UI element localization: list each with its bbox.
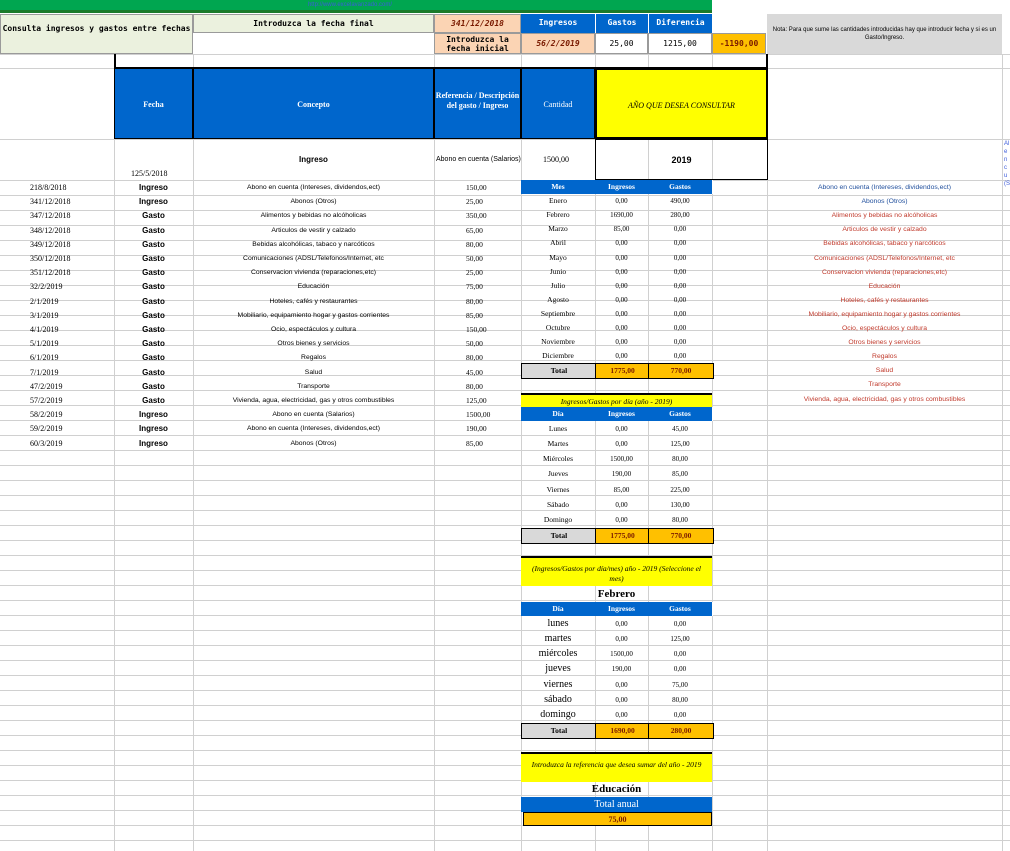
days-cell: Domingo [543, 514, 573, 524]
table-row [0, 422, 521, 436]
months-cell: 0,00 [673, 295, 687, 304]
months-cell: 1690,00 [610, 211, 633, 220]
days-header-cell: Gastos [648, 407, 713, 421]
table-row [0, 323, 521, 337]
months-header-cell: Mes [521, 180, 596, 194]
daymonth-cell: 0,00 [673, 665, 687, 674]
months-header-cell: Gastos [648, 180, 713, 194]
grid-row-line [0, 690, 1010, 691]
row-fecha: 2/1/2019 [30, 296, 59, 306]
row-tipo: Gasto [142, 225, 165, 235]
col-referencia-text: Referencia / Descripción del gasto / Ingreso [435, 91, 520, 110]
days-cell: 85,00 [672, 470, 688, 479]
table-row [0, 437, 521, 451]
daymonth-cell: miércoles [538, 648, 578, 660]
first-referencia: Abono en cuenta (Salarios) [436, 156, 521, 163]
val-gastos: 25,00 [595, 33, 648, 54]
row-fecha: 58/2/2019 [30, 410, 63, 420]
refsum-label: Total anual [521, 797, 712, 812]
row-concepto: Articulos de vestir y calzado [271, 226, 356, 234]
grid-col-line [114, 54, 115, 851]
table-row [0, 366, 521, 380]
row-cantidad: 80,00 [466, 296, 483, 306]
initial-date-label-text: Introduzca la fecha inicial [446, 35, 509, 53]
row-fecha: 350/12/2018 [30, 254, 71, 263]
months-cell: 490,00 [670, 197, 690, 206]
months-cell: Diciembre [542, 351, 574, 361]
row-tipo: Ingreso [139, 197, 168, 207]
row-concepto: Conservacion vivienda (reparaciones,etc) [250, 269, 377, 277]
grid-col-line [193, 54, 194, 851]
daymonth-header-cell: Ingresos [595, 602, 649, 616]
daymonth-cell: 125,00 [670, 635, 690, 644]
months-cell: Agosto [547, 294, 569, 304]
row-concepto: Hoteles, cafés y restaurantes [269, 297, 358, 305]
val-diferencia: 1215,00 [648, 33, 712, 54]
row-fecha: 7/1/2019 [30, 367, 59, 377]
months-header-cell: Ingresos [595, 180, 649, 194]
months-cell: Octubre [545, 323, 571, 332]
daymonth-cell: domingo [540, 708, 576, 720]
days-cell: 0,00 [615, 500, 628, 509]
months-total-cell: 770,00 [648, 363, 714, 379]
initial-date-label [434, 33, 521, 54]
months-cell: 0,00 [615, 338, 628, 347]
months-cell: 0,00 [673, 324, 687, 332]
row-cantidad: 190,00 [466, 424, 487, 434]
months-cell: Abril [550, 238, 566, 248]
row-cantidad: 25,00 [466, 268, 483, 278]
row-cantidad: 350,00 [466, 211, 487, 221]
row-tipo: Gasto [142, 268, 165, 278]
row-fecha: 47/2/2019 [30, 381, 63, 391]
row-concepto: Abono en cuenta (Intereses, dividendos,ect) [246, 425, 380, 433]
table-row [0, 380, 521, 394]
reference-item: Otros bienes y servicios [848, 339, 921, 347]
row-cantidad: 45,00 [466, 367, 483, 377]
row-fecha: 32/2/2019 [30, 282, 63, 292]
grid-row-line [0, 645, 1010, 646]
row-concepto: Mobiliario, equipamiento hogar y gastos corrientes [237, 311, 390, 319]
months-cell: 0,00 [673, 309, 687, 318]
daymonth-cell: 0,00 [615, 710, 628, 719]
grid-col-line [434, 54, 435, 851]
days-cell: Miércoles [543, 454, 573, 464]
row-cantidad: 85,00 [466, 310, 483, 320]
days-header-cell: Día [521, 407, 596, 421]
hdr-diferencia: Diferencia [648, 14, 712, 33]
row-tipo: Gasto [142, 367, 165, 377]
table-row [0, 195, 521, 209]
row-concepto: Educación [297, 283, 330, 291]
table-row [0, 209, 521, 223]
daymonth-month-select[interactable]: Febrero [597, 588, 636, 600]
daymonth-cell: 190,00 [611, 665, 632, 674]
final-date-input[interactable]: 341/12/2018 [434, 14, 521, 33]
grid-row-line [0, 750, 1010, 751]
grid-row-line [0, 630, 1010, 631]
row-cantidad: 80,00 [466, 353, 483, 363]
row-concepto: Ocio, espectáculos y cultura [270, 326, 356, 333]
months-cell: 0,00 [673, 267, 687, 276]
days-cell: 80,00 [672, 515, 688, 524]
grid-row-line [0, 570, 1010, 571]
refsum-title [521, 752, 712, 782]
row-fecha: 348/12/2018 [30, 225, 71, 235]
row-concepto: Abono en cuenta (Intereses, dividendos,ect) [246, 184, 380, 191]
daymonth-cell: 0,00 [673, 650, 687, 659]
row-cantidad: 150,00 [466, 183, 487, 192]
daymonth-cell: 75,00 [672, 680, 688, 689]
row-fecha: 59/2/2019 [30, 424, 63, 434]
row-cantidad: 1500,00 [466, 410, 491, 420]
row-tipo: Gasto [142, 254, 165, 263]
row-concepto: Bebidas alcohólicas, tabaco y narcóticos [252, 240, 375, 248]
months-cell: Julio [550, 280, 566, 290]
hdr-ingresos: Ingresos [521, 14, 595, 33]
days-total-cell: Total [521, 528, 597, 544]
row-cantidad: 65,00 [466, 225, 483, 235]
table-row [0, 280, 521, 294]
row-cantidad: 75,00 [466, 282, 483, 292]
row-cantidad: 85,00 [466, 438, 483, 448]
row-tipo: Gasto [142, 339, 165, 349]
table-row [0, 295, 521, 309]
months-cell: 280,00 [670, 211, 690, 220]
months-cell: Junio [549, 266, 567, 276]
months-cell: Marzo [548, 224, 568, 234]
daymonth-cell: 80,00 [672, 695, 688, 704]
grid-row-line [0, 495, 1010, 496]
row-fecha: 3/1/2019 [30, 310, 59, 320]
daymonth-cell: martes [544, 633, 572, 645]
daymonth-cell: 0,00 [615, 620, 628, 629]
grid-row-line [0, 525, 1010, 526]
row-cantidad: 150,00 [466, 325, 487, 334]
months-cell: Mayo [549, 252, 567, 262]
days-cell: 45,00 [672, 425, 688, 434]
days-cell: 85,00 [613, 485, 630, 494]
daymonth-header-cell: Día [521, 602, 596, 616]
reference-item: Regalos [872, 353, 897, 361]
row-fecha: 351/12/2018 [30, 268, 71, 278]
months-cell: 0,00 [673, 352, 687, 361]
row-cantidad: 50,00 [466, 339, 483, 349]
reference-item: Articulos de vestir y calzado [842, 226, 927, 234]
months-cell: 0,00 [615, 267, 628, 276]
row-tipo: Gasto [142, 296, 165, 306]
row-concepto: Abono en cuenta (Salarios) [272, 411, 355, 419]
val-diferencia-neg: -1190,00 [712, 33, 766, 54]
daymonth-cell: 0,00 [615, 680, 628, 689]
row-cantidad: 80,00 [466, 239, 483, 249]
row-fecha: 57/2/2019 [30, 396, 63, 405]
months-cell: 0,00 [615, 239, 628, 248]
months-cell: 0,00 [615, 281, 628, 290]
row-cantidad: 25,00 [466, 197, 483, 207]
reference-item: Conservacion vivienda (reparaciones,etc) [821, 268, 948, 276]
months-total-cell: Total [521, 363, 597, 379]
grid-row-line [0, 600, 1010, 601]
table-row [0, 224, 521, 238]
daymonth-cell: 0,00 [615, 695, 628, 704]
days-cell: 190,00 [611, 470, 632, 479]
col-cantidad: Cantidad [521, 68, 595, 139]
table-row [0, 238, 521, 252]
grid-col-line [1002, 54, 1003, 851]
row-tipo: Gasto [142, 239, 165, 249]
row-fecha: 60/3/2019 [30, 438, 63, 448]
months-cell: 0,00 [615, 295, 628, 304]
grid-row-line [0, 480, 1010, 481]
row-fecha: 4/1/2019 [30, 325, 59, 334]
row-cantidad: 80,00 [466, 381, 483, 391]
grid-row-line [0, 675, 1010, 676]
row-concepto: Regalos [301, 354, 326, 362]
reference-item: Abono en cuenta (Intereses, dividendos,ect) [817, 184, 951, 191]
months-cell: Febrero [546, 210, 570, 220]
table-row [0, 351, 521, 365]
grid-row-line [0, 810, 1010, 811]
row-fecha: 218/8/2018 [30, 183, 67, 192]
table-row [0, 394, 521, 408]
row-concepto: Vivienda, agua, electricidad, gas y otros combustibles [232, 397, 395, 404]
daymonth-cell: jueves [545, 663, 571, 675]
days-cell: Jueves [548, 469, 568, 479]
daymonth-total-cell: 280,00 [648, 723, 714, 739]
row-tipo: Gasto [142, 211, 165, 221]
reference-item: Educación [868, 282, 901, 290]
edge-clipped-text: Al en cu (S [1004, 141, 1010, 187]
row-fecha: 347/12/2018 [30, 211, 71, 221]
months-cell: 0,00 [673, 225, 687, 234]
daymonth-cell: 0,00 [673, 710, 687, 719]
months-cell: 0,00 [615, 197, 628, 206]
row-concepto: Comunicaciones (ADSL/Telefonos/Internet, etc [243, 255, 384, 262]
note-text: Nota: Para que sume las cantidades introducidas hay que introducir fecha y si es un Gasto/Ingreso. [772, 27, 997, 41]
row-concepto: Abonos (Otros) [290, 198, 337, 206]
row-tipo: Ingreso [139, 183, 168, 192]
days-cell: Viernes [546, 484, 570, 494]
days-header-cell: Ingresos [595, 407, 649, 421]
reference-item: Hoteles, cafés y restaurantes [840, 296, 929, 304]
row-tipo: Gasto [142, 353, 165, 363]
refsum-reference-input[interactable]: Educación [591, 783, 642, 795]
reference-item: Salud [875, 367, 894, 375]
days-title: Ingresos/Gastos por día (año - 2019) [521, 393, 712, 407]
daymonth-cell: 0,00 [673, 620, 687, 629]
days-cell: 225,00 [670, 485, 690, 494]
months-cell: 0,00 [673, 239, 687, 248]
daymonth-cell: lunes [547, 618, 569, 630]
reference-item: Mobiliario, equipamiento hogar y gastos corrientes [808, 310, 961, 318]
daymonth-total-cell: Total [521, 723, 597, 739]
grid-row-line [0, 555, 1010, 556]
months-cell: Septiembre [540, 308, 576, 318]
reference-item: Comunicaciones (ADSL/Telefonos/Internet, etc [814, 254, 955, 262]
first-concepto: Ingreso [299, 155, 328, 164]
months-cell: Enero [549, 196, 567, 206]
days-cell: Martes [547, 439, 569, 449]
grid-row-line [0, 720, 1010, 721]
reference-item: Abonos (Otros) [861, 198, 908, 206]
grid-row-line [0, 825, 1010, 826]
daymonth-title [521, 556, 712, 586]
first-fecha: 125/5/2018 [131, 169, 168, 178]
reference-item: Alimentos y bebidas no alcóholicas [831, 212, 938, 220]
row-tipo: Gasto [142, 310, 165, 320]
row-concepto: Otros bienes y servicios [277, 340, 350, 348]
daymonth-total-cell: 1690,00 [595, 723, 650, 739]
grid-row-line [0, 660, 1010, 661]
grid-row-line [0, 780, 1010, 781]
year-query-label: AÑO QUE DESEA CONSULTAR [595, 68, 768, 139]
table-row [0, 266, 521, 280]
col-concepto: Concepto [193, 68, 434, 139]
table-row [0, 309, 521, 323]
table-row [0, 337, 521, 351]
report-title-text: Consulta ingresos y gastos entre fechas [2, 24, 191, 33]
days-cell: 0,00 [615, 425, 628, 434]
grid-row-line [0, 795, 1010, 796]
table-row [0, 181, 521, 195]
table-row [0, 252, 521, 266]
daymonth-cell: 1500,00 [610, 650, 633, 659]
grid-row-line [0, 615, 1010, 616]
days-cell: Sábado [546, 499, 570, 509]
reference-item: Transporte [868, 381, 901, 389]
days-cell: 0,00 [615, 440, 628, 449]
row-fecha: 349/12/2018 [30, 239, 71, 249]
separator-box [114, 54, 768, 69]
row-tipo: Gasto [142, 325, 165, 334]
months-cell: 0,00 [615, 352, 628, 361]
days-cell: Lunes [548, 424, 568, 434]
months-cell: 0,00 [615, 309, 628, 318]
refsum-value: 75,00 [523, 812, 712, 826]
months-cell: 0,00 [673, 253, 687, 262]
months-cell: 0,00 [615, 324, 628, 332]
daymonth-cell: viernes [543, 678, 573, 690]
report-title [0, 14, 193, 54]
grid-row-line [0, 840, 1010, 841]
daymonth-header-cell: Gastos [648, 602, 713, 616]
grid-row-line [0, 765, 1010, 766]
row-concepto: Alimentos y bebidas no alcóholicas [260, 212, 367, 220]
row-tipo: Ingreso [139, 438, 168, 448]
days-total-cell: 1775,00 [595, 528, 650, 544]
top-banner-dark [0, 10, 712, 13]
grid-row-line [0, 540, 1010, 541]
days-cell: 0,00 [615, 515, 628, 524]
daymonth-cell: 0,00 [615, 635, 628, 644]
year-input[interactable]: 2019 [595, 139, 768, 180]
daymonth-cell: sábado [544, 693, 572, 705]
refsum-title-text: Introduzca la referencia que desea sumar del año - 2019 [531, 760, 702, 769]
days-cell: 125,00 [670, 440, 690, 449]
reference-item: Vivienda, agua, electricidad, gas y otros combustibles [803, 395, 966, 403]
months-cell: 0,00 [673, 338, 687, 347]
row-concepto: Salud [304, 368, 323, 376]
grid-row-line [0, 705, 1010, 706]
row-fecha: 6/1/2019 [30, 353, 59, 363]
days-total-cell: 770,00 [648, 528, 714, 544]
table-row [0, 408, 521, 422]
initial-date-input[interactable]: 56/2/2019 [521, 33, 595, 54]
row-fecha: 5/1/2019 [30, 339, 59, 349]
grid-row-line [0, 735, 1010, 736]
row-tipo: Ingreso [139, 410, 168, 420]
months-total-cell: 1775,00 [595, 363, 650, 379]
grid-row-line [0, 585, 1010, 586]
grid-row-line [0, 465, 1010, 466]
row-concepto: Transporte [297, 382, 330, 390]
first-cantidad: 1500,00 [543, 155, 569, 164]
reference-item: Bebidas alcohólicas, tabaco y narcóticos [823, 240, 946, 248]
col-fecha: Fecha [114, 68, 193, 139]
days-cell: 130,00 [670, 500, 690, 509]
row-concepto: Abonos (Otros) [290, 439, 337, 447]
daymonth-title-text: (Ingresos/Gastos por día/mes) año - 2019 (Seleccione el mes) [531, 564, 702, 583]
months-cell: 0,00 [615, 253, 628, 262]
note-box [767, 14, 1002, 54]
row-tipo: Gasto [142, 381, 165, 391]
months-cell: Noviembre [541, 337, 575, 347]
row-fecha: 341/12/2018 [30, 197, 71, 207]
months-cell: 0,00 [673, 281, 687, 290]
row-cantidad: 50,00 [466, 254, 483, 263]
row-tipo: Ingreso [139, 424, 168, 434]
grid-row-line [0, 510, 1010, 511]
row-tipo: Gasto [142, 282, 165, 292]
days-cell: 1500,00 [610, 455, 633, 464]
col-referencia [434, 68, 521, 139]
reference-item: Ocio, espectáculos y cultura [841, 325, 927, 332]
days-cell: 80,00 [672, 455, 688, 464]
final-date-label: Introduzca la fecha final [193, 14, 434, 33]
hdr-gastos: Gastos [595, 14, 648, 33]
months-cell: 85,00 [613, 225, 630, 234]
top-link[interactable]: http://www.excelavanzado.com/ [307, 2, 393, 8]
row-tipo: Gasto [142, 396, 165, 405]
row-cantidad: 125,00 [466, 396, 487, 405]
